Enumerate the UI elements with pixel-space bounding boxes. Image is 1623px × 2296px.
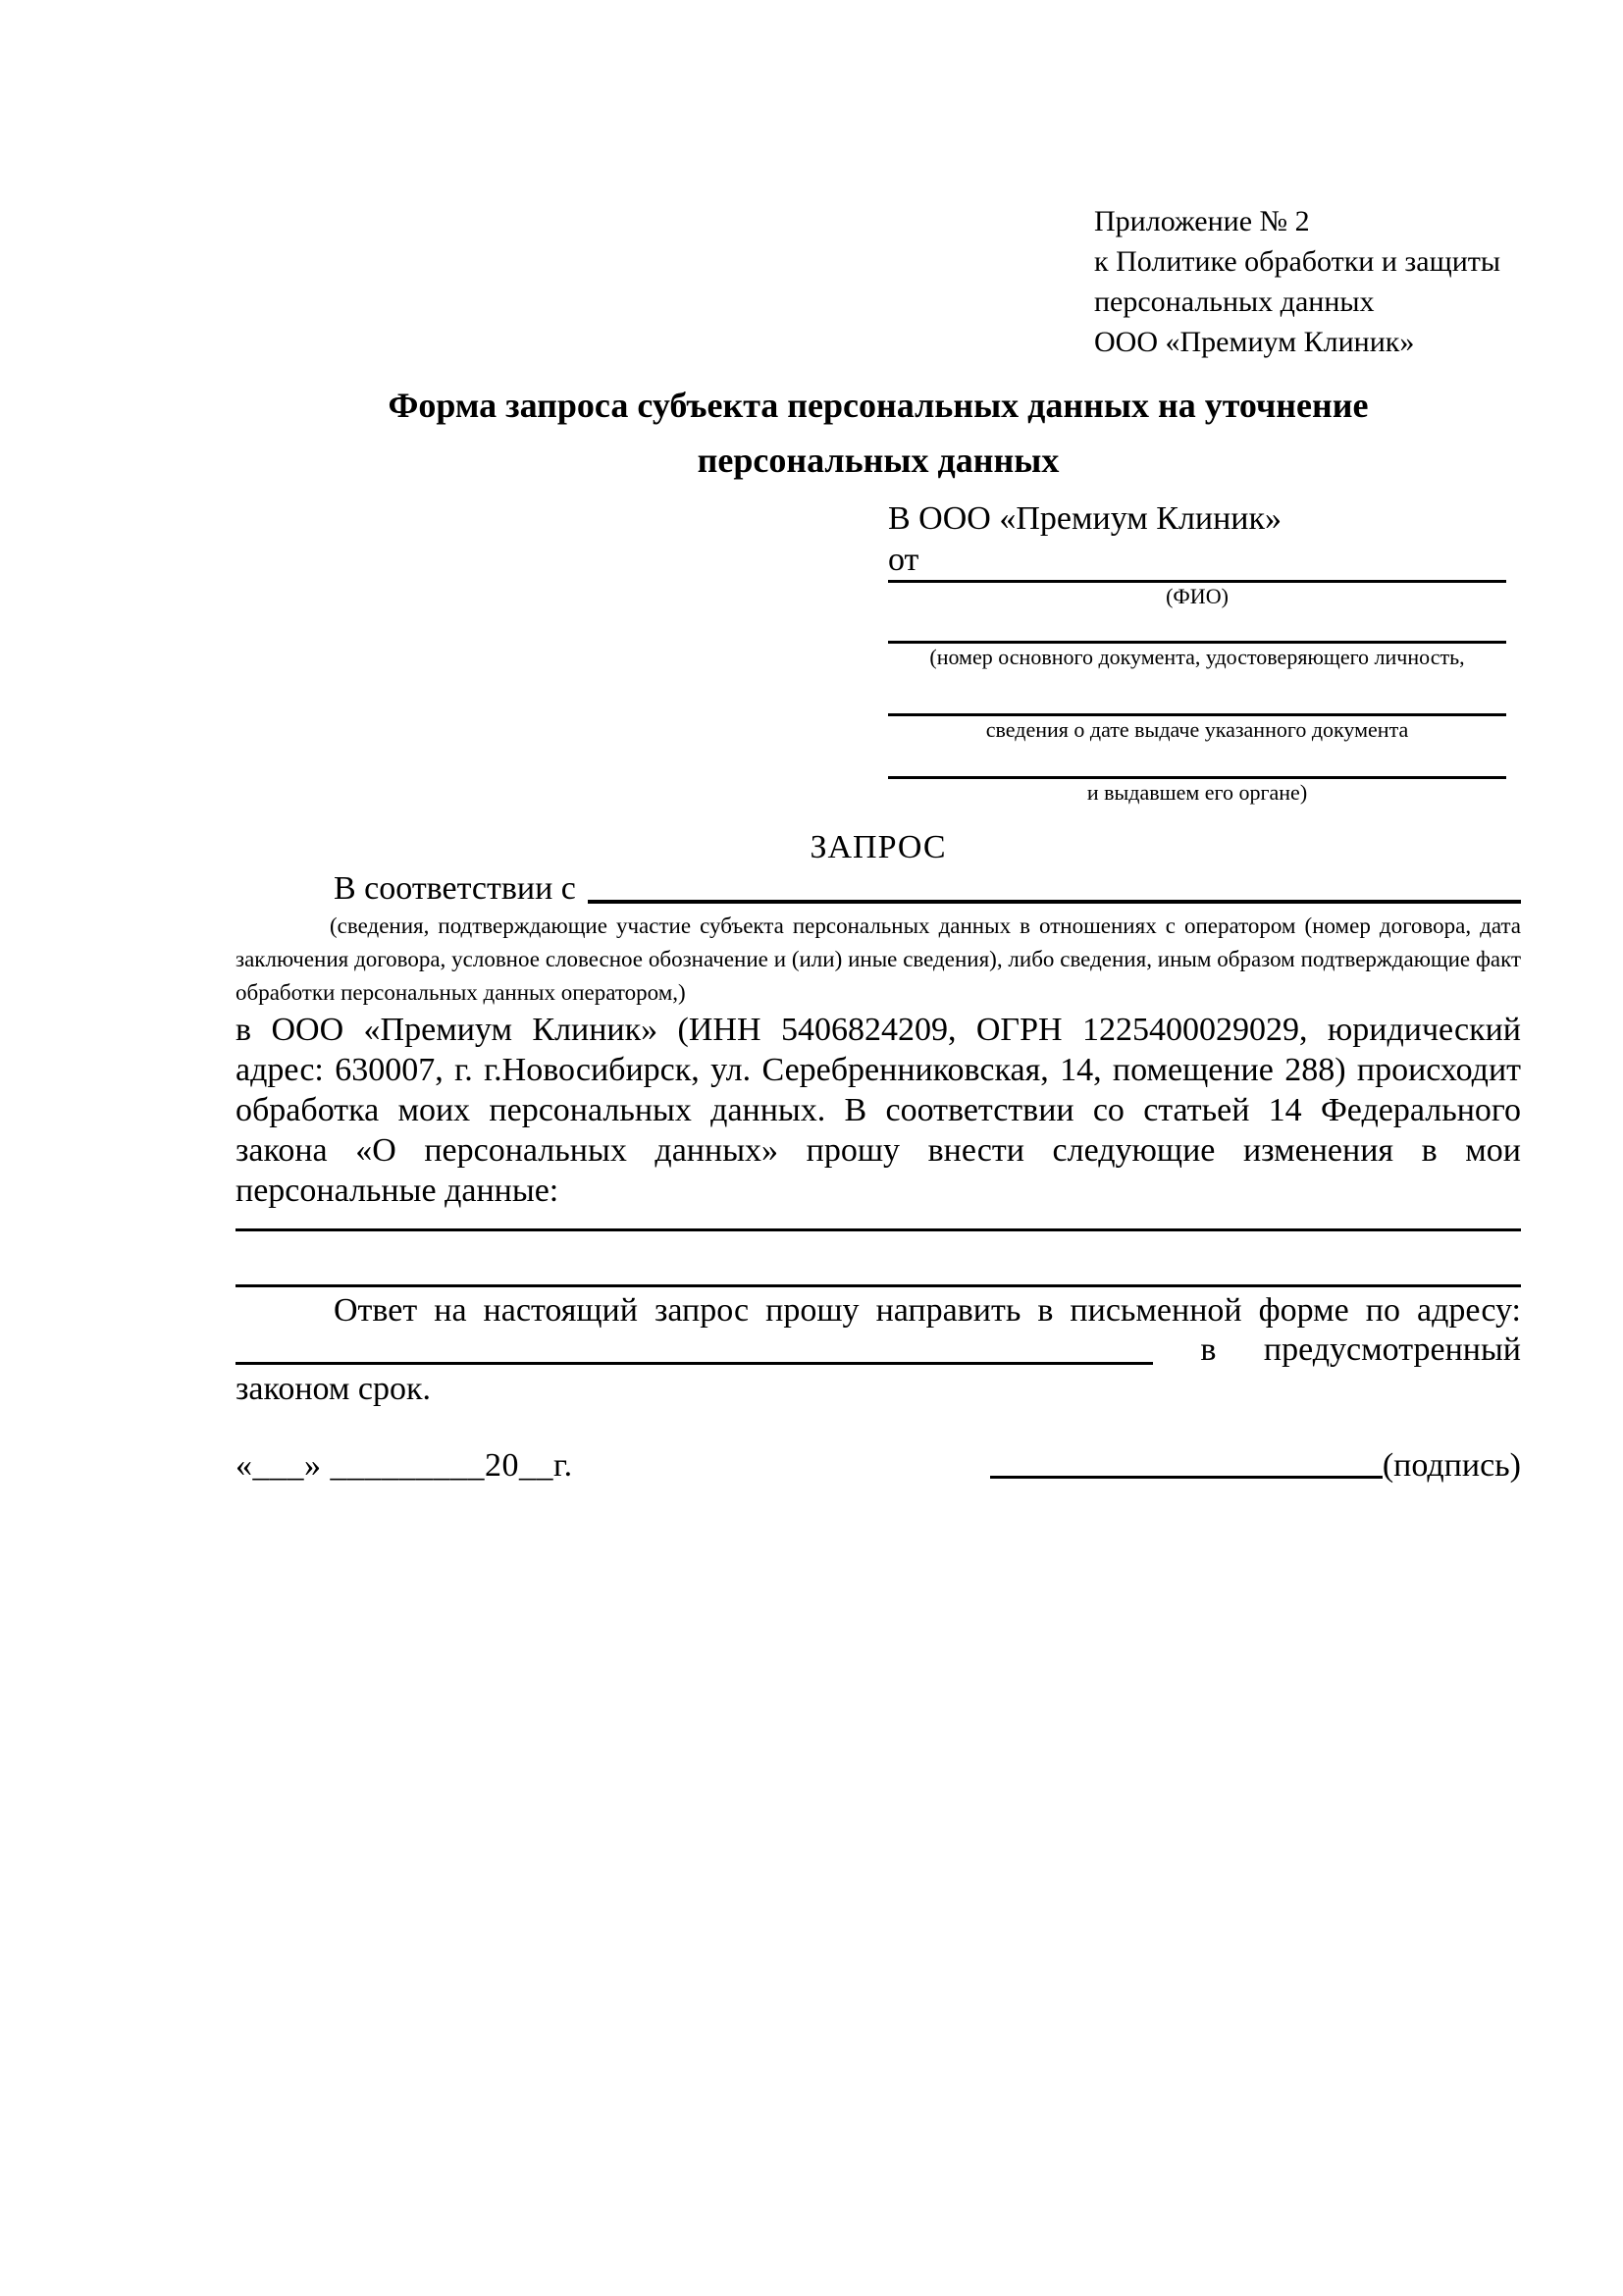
appendix-block (1094, 201, 1521, 362)
issue-date-input-line[interactable] (888, 713, 1506, 716)
answer-tail: законом срок. (236, 1371, 431, 1407)
document-number-caption: (номер основного документа, удостоверяющего личность, (929, 645, 1465, 669)
document-number-input-line[interactable] (888, 641, 1506, 644)
basis-input-line[interactable] (588, 900, 1521, 904)
answer-address-row (236, 1331, 1521, 1370)
issuing-authority-input-line[interactable] (888, 776, 1506, 779)
changes-input-line-2[interactable] (236, 1284, 1521, 1287)
signature-caption: (подпись) (1382, 1447, 1521, 1484)
signoff-row (236, 1446, 1521, 1486)
changes-input-line-1[interactable] (236, 1228, 1521, 1231)
signature-input-line[interactable] (990, 1476, 1383, 1479)
issue-date-caption: сведения о дате выдаче указанного документа (985, 717, 1409, 742)
answer-paragraph (236, 1291, 1521, 1409)
page-title-line: Форма запроса субъекта персональных данных на уточнение (388, 386, 1369, 425)
answer-intro: Ответ на настоящий запрос прошу направить в письменной форме по адресу: (334, 1292, 1521, 1329)
date-blank-field[interactable]: «___» _________20__г. (236, 1447, 573, 1484)
appendix-line: Приложение № 2 (1094, 205, 1310, 237)
answer-word-term: предусмотренный (1263, 1331, 1521, 1368)
signature-group (990, 1446, 1521, 1486)
addressee-from-label: от (888, 542, 919, 578)
fio-input-line[interactable] (888, 580, 1506, 583)
basis-row (236, 868, 1521, 910)
appendix-line: персональных данных (1094, 286, 1375, 318)
request-body: в ООО «Премиум Клиник» (ИНН 5406824209, ОГРН 1225400029029, юридический адрес: 630007, г. г.Новосибирск, ул. Серебренниковская, 14, помещение 288) происходит обработка моих персональных данных. В соответствии со статьей 14 Федерального закона «О персональных данных» прошу внести следующие изменения в мои персональные данные: (236, 1012, 1521, 1209)
answer-word-v: в (1200, 1331, 1217, 1368)
appendix-line: к Политике обработки и защиты (1094, 245, 1501, 278)
basis-prefix: В соответствии с (334, 870, 576, 907)
fio-caption: (ФИО) (1166, 584, 1229, 608)
addressee-to: В ООО «Премиум Клиник» (888, 500, 1283, 537)
issuing-authority-caption: и выдавшем его органе) (1086, 780, 1308, 805)
page-title-line: персональных данных (697, 441, 1060, 480)
request-heading: ЗАПРОС (810, 829, 947, 865)
address-input-line[interactable] (236, 1362, 1153, 1365)
page-title (236, 378, 1521, 488)
appendix-line: ООО «Премиум Клиник» (1094, 326, 1415, 358)
basis-footnote: (сведения, подтверждающие участие субъекта персональных данных в отношениях с оператором (номер договора, дата заключения договора, условное словесное обозначение и (или) иные сведения), либо сведения, иным образом подтверждающие факт обработки персональных данных оператором,) (236, 913, 1521, 1005)
addressee-block (888, 497, 1506, 804)
